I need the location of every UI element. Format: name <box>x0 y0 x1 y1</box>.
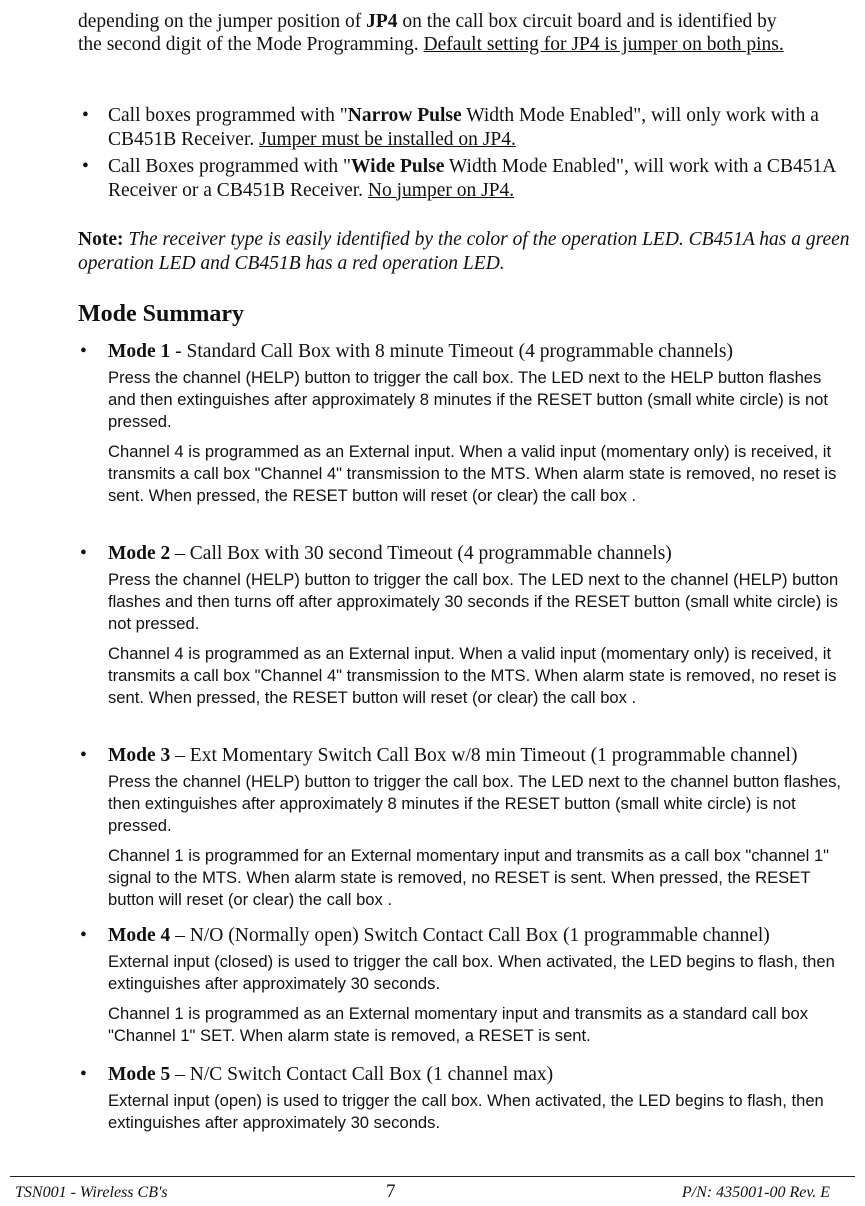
mode-description: Channel 4 is programmed as an External input. When a valid input (momentary only) is received, it transmits a call box "Channel 4" transmission to the MTS. When alarm state is removed, no reset is sent. When pressed, the RESET button will reset (or clear) the call box . <box>108 442 837 505</box>
pulse-width-list <box>78 104 838 206</box>
footer-divider <box>10 1176 855 1177</box>
section-heading: Mode Summary <box>78 301 244 327</box>
list-item <box>78 155 838 202</box>
note-text: The receiver type is easily identified by the color of the operation LED. CB451A has a green operation LED and CB451B has a red operation LED. <box>78 229 850 274</box>
mode-label: Mode 1 <box>108 341 171 362</box>
mode-title-text: Standard Call Box with 8 minute Timeout (4 programmable channels) <box>186 341 733 362</box>
intro-text: the second digit of the Mode Programming. <box>78 34 424 55</box>
mode-title <box>108 925 770 947</box>
bullet-icon: • <box>82 156 89 177</box>
mode-title-text: N/O (Normally open) Switch Contact Call Box (1 programmable channel) <box>189 925 770 946</box>
mode-separator: – <box>170 925 190 946</box>
mode-title-text: Call Box with 30 second Timeout (4 programmable channels) <box>189 543 672 564</box>
mode-separator: – <box>170 1064 190 1085</box>
bullet-bold: Wide Pulse <box>351 156 445 177</box>
mode-description: Channel 1 is programmed for an External momentary input and transmits as a call box "channel 1" signal to the MTS. When alarm state is removed, no RESET is sent. When pressed, the RESET button will reset (or clear) the call box . <box>108 846 830 909</box>
footer-part-number: P/N: 435001-00 Rev. E <box>681 1184 830 1201</box>
mode-title-text: Ext Momentary Switch Call Box w/8 min Timeout (1 programmable channel) <box>189 745 798 766</box>
bullet-icon: • <box>80 1064 87 1085</box>
note-paragraph <box>78 228 853 276</box>
bullet-icon: • <box>80 925 87 946</box>
mode-title <box>108 745 797 767</box>
mode-separator: – <box>170 543 190 564</box>
mode-description: External input (open) is used to trigger the call box. When activated, the LED begins to flash, then extinguishes after approximately 30 seconds. <box>108 1091 824 1132</box>
mode-description: Channel 4 is programmed as an External input. When a valid input (momentary only) is received, it transmits a call box "Channel 4" transmission to the MTS. When alarm state is removed, no reset is sent. When pressed, the RESET button will reset (or clear) the call box . <box>108 644 837 707</box>
bullet-text: Width Mode Enabled", will work with a CB451A Receiver or a CB451B Receiver. <box>108 156 836 201</box>
list-item <box>78 104 838 151</box>
mode-label: Mode 4 <box>108 925 171 946</box>
bullet-icon: • <box>80 341 87 362</box>
bullet-text: Call Boxes programmed with " <box>108 156 352 177</box>
bullet-underlined: No jumper on JP4. <box>367 179 515 201</box>
mode-description: Press the channel (HELP) button to trigger the call box. The LED next to the HELP button flashes and then extinguishes after approximately 8 minutes if the RESET button (small white circle) is not pressed. <box>108 368 829 431</box>
mode-label: Mode 5 <box>108 1064 171 1085</box>
bullet-text: Call boxes programmed with " <box>108 105 348 126</box>
mode-title <box>108 341 733 363</box>
mode-label: Mode 2 <box>108 543 171 564</box>
mode-label: Mode 3 <box>108 745 171 766</box>
mode-title <box>108 543 672 565</box>
mode-description: Press the channel (HELP) button to trigger the call box. The LED next to the channel (HELP) button flashes and then turns off after approximately 30 seconds if the RESET button (small white circle) is not pressed. <box>108 570 839 633</box>
mode-separator: – <box>170 745 190 766</box>
bullet-icon: • <box>80 745 87 766</box>
mode-title <box>108 1064 553 1086</box>
bullet-bold: Narrow Pulse <box>347 105 462 126</box>
footer-document-title: TSN001 - Wireless CB's <box>15 1184 168 1201</box>
intro-text: on the call box circuit board and is identified by <box>397 11 777 32</box>
note-label: Note: <box>78 229 124 250</box>
bullet-text: Width Mode Enabled", will only work with a CB451B Receiver. <box>108 105 819 150</box>
page-number: 7 <box>386 1181 396 1202</box>
intro-paragraph <box>78 10 838 56</box>
mode-description: External input (closed) is used to trigger the call box. When activated, the LED begins to flash, then extinguishes after approximately 30 seconds. <box>108 952 835 993</box>
mode-description: Channel 1 is programmed as an External momentary input and transmits as a standard call box "Channel 1" SET. When alarm state is removed, a RESET is sent. <box>108 1004 809 1045</box>
bullet-underlined: Jumper must be installed on JP4. <box>259 128 516 150</box>
bullet-icon: • <box>82 105 89 126</box>
mode-title-text: N/C Switch Contact Call Box (1 channel max) <box>189 1064 554 1085</box>
mode-separator: - <box>170 341 187 362</box>
mode-description: Press the channel (HELP) button to trigger the call box. The LED next to the channel button flashes, then extinguishes after approximately 8 minutes if the RESET button (small white circle) is not pressed. <box>108 772 842 835</box>
intro-text: depending on the jumper position of <box>78 11 367 32</box>
default-setting-underlined: Default setting for JP4 is jumper on both pins. <box>423 34 784 55</box>
jp4-bold: JP4 <box>366 11 398 32</box>
bullet-icon: • <box>80 543 87 564</box>
